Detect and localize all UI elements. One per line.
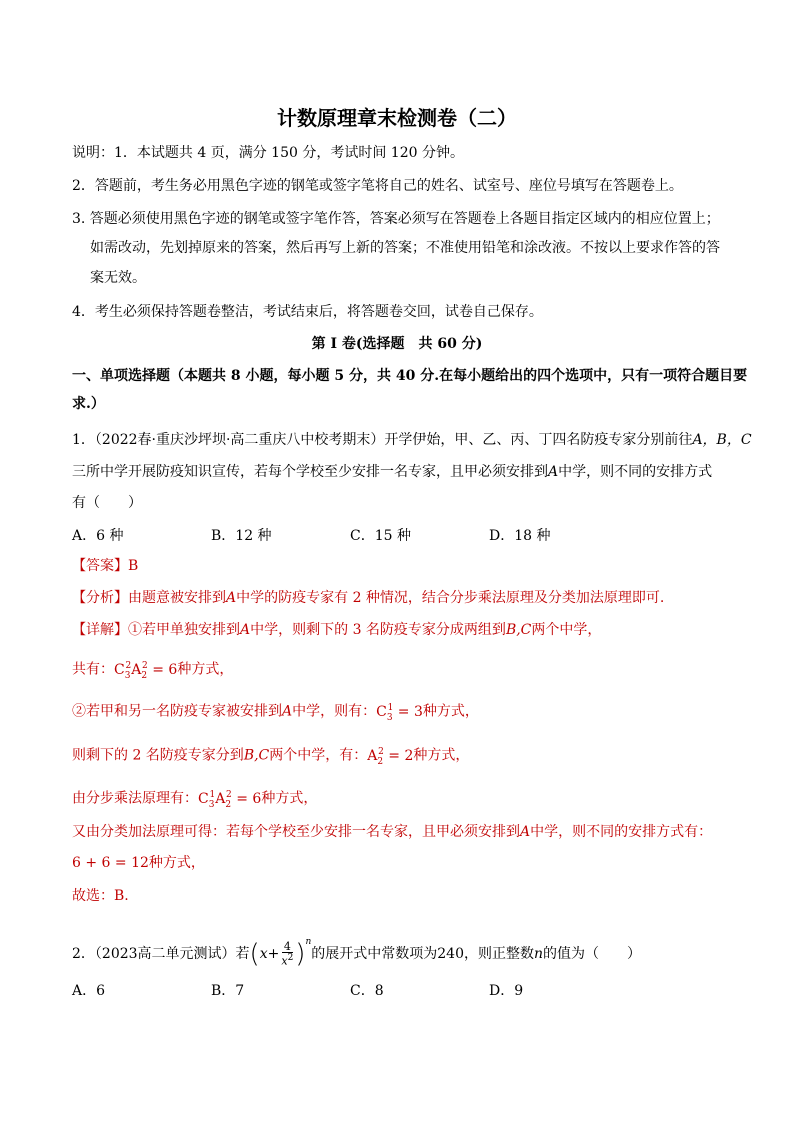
formula-c32-a22: $C_3^2A_2^2 = 6$ (114, 661, 178, 681)
step5-text-b: 中学，则不同的安排方式有： (530, 824, 713, 840)
step2-text-a: ②若甲和另一名防疫专家被安排到 (72, 703, 282, 720)
detail-var: A (240, 622, 251, 638)
step3-text-a: 则剩下的 2 名防疫专家分到 (72, 747, 244, 764)
q2-constant: 240 (437, 946, 464, 962)
q1-text-2b: 中学，则不同的安排方式 (558, 464, 713, 480)
q2-text-c: ，则正整数 (463, 946, 534, 962)
q1-text: 1．（2022春·重庆沙坪坝·高二重庆八中校考期末）开学伊始，甲、乙、丙、丁四名防疫专家分别前往 (72, 432, 693, 448)
q2-option-b: B．7 (211, 983, 245, 999)
instruction-3: 3. 答题必须使用黑色字迹的钢笔或签字笔作答，答案必须写在答题卷上各题目指定区域内的相应位置上； (72, 211, 720, 227)
q2-text-d: 的值为（ ） (543, 946, 642, 962)
step3-text-c: 种方式， (413, 747, 470, 764)
instruction-3-cont2: 案无效。 (90, 270, 146, 286)
step2-text-c: 种方式， (422, 703, 479, 720)
q2-expression: (x+ $\frac{4}{x^2}$ )$^n$ (249, 937, 312, 969)
step2-text-b: 中学，则有： (292, 703, 377, 720)
formula-c31-a22: $C_3^1A_2^2 = 6$ (198, 790, 262, 810)
q1-schools: A，B，C (692, 432, 752, 448)
page-title: 计数原理章末检测卷（二） (277, 106, 517, 130)
step3-vars: B,C (243, 747, 270, 764)
question-1-stem-3: 有（ ） (72, 495, 142, 511)
q1-detail (72, 620, 601, 640)
q1-step-6 (72, 853, 205, 873)
detail-text-b: 中学，则剩下的 3 名防疫专家分成两组到 (250, 622, 506, 638)
analysis-var: A (226, 590, 237, 606)
step1-text-b: 种方式， (177, 661, 234, 678)
question-1-options (72, 526, 628, 546)
formula-c31: $C_3^1 = 3$ (376, 703, 423, 723)
step4-text-b: 种方式， (261, 790, 318, 807)
q1-option-b: B．12 种 (211, 528, 272, 544)
instruction-4: 4．考生必须保持答题卷整洁，考试结束后，将答题卷交回，试卷自己保存。 (72, 304, 543, 320)
step3-text-b: 两个中学，有： (269, 747, 368, 764)
q2-option-a: A．6 (72, 983, 106, 999)
q1-step-2 (72, 698, 479, 727)
step4-text-a: 由分步乘法原理有： (72, 790, 198, 807)
question-1-stem (72, 430, 752, 450)
q1-answer: 【答案】B (72, 558, 139, 574)
question-2-options (72, 981, 628, 1001)
q1-step-5 (72, 822, 712, 842)
detail-text-a: ①若甲单独安排到 (128, 622, 240, 638)
instruction-2: 2．答题前，考生务必用黑色字迹的钢笔或签字笔将自己的姓名、试室号、座位号填写在答题卷上。 (72, 178, 683, 194)
q1-analysis (72, 588, 664, 608)
q1-step-3 (72, 742, 469, 771)
instruction-1: 说明：1．本试题共 4 页，满分 150 分，考试时间 120 分钟。 (72, 145, 464, 161)
question-2-stem (72, 932, 641, 967)
step5-var: A (520, 824, 531, 840)
step2-var: A (282, 703, 293, 720)
q1-step-1 (72, 656, 233, 685)
step5-text-a: 又由分类加法原理可得：若每个学校至少安排一名专家，且甲必须安排到 (72, 824, 520, 840)
step6-expr: 6 + 6 = 12 (72, 855, 149, 871)
section-heading-cont: 求.） (72, 396, 105, 412)
detail-text-c: 两个中学， (531, 622, 602, 638)
analysis-text-a: 由题意被安排到 (128, 590, 226, 606)
q1-conclusion: 故选：B. (72, 888, 129, 904)
instruction-3-cont: 如需改动，先划掉原来的答案，然后再写上新的答案；不准使用铅笔和涂改液。不按以上要求作答的答 (90, 240, 720, 256)
detail-vars: B,C (505, 622, 532, 638)
q1-option-c: C．15 种 (350, 528, 411, 544)
q2-option-d: D．9 (489, 983, 524, 999)
formula-a22: $A_2^2 = 2$ (367, 747, 414, 767)
q2-var-n: n (533, 946, 544, 962)
q2-option-c: C．8 (350, 983, 384, 999)
q1-var-a: A (548, 464, 559, 480)
analysis-label: 【分析】 (72, 590, 128, 606)
detail-label: 【详解】 (72, 622, 128, 638)
step1-text-a: 共有： (72, 661, 114, 678)
q1-option-d: D．18 种 (489, 528, 551, 544)
step6-text-b: 种方式， (148, 855, 205, 871)
q2-text-b: 的展开式中常数项为 (311, 946, 438, 962)
q2-text-a: 2．（2023高二单元测试）若 (72, 946, 250, 962)
q1-text-2a: 三所中学开展防疫知识宣传，若每个学校至少安排一名专家，且甲必须安排到 (72, 464, 548, 480)
section-heading: 一、单项选择题（本题共 8 小题，每小题 5 分，共 40 分.在每小题给出的四个选项中，只有一项符合题目要 (72, 368, 748, 384)
q1-option-a: A．6 种 (72, 528, 124, 544)
part-title: 第 I 卷(选择题 共 60 分) (311, 336, 483, 352)
analysis-text-b: 中学的防疫专家有 2 种情况，结合分步乘法原理及分类加法原理即可. (236, 590, 665, 606)
q1-step-4 (72, 785, 317, 814)
question-1-stem-2 (72, 462, 712, 482)
